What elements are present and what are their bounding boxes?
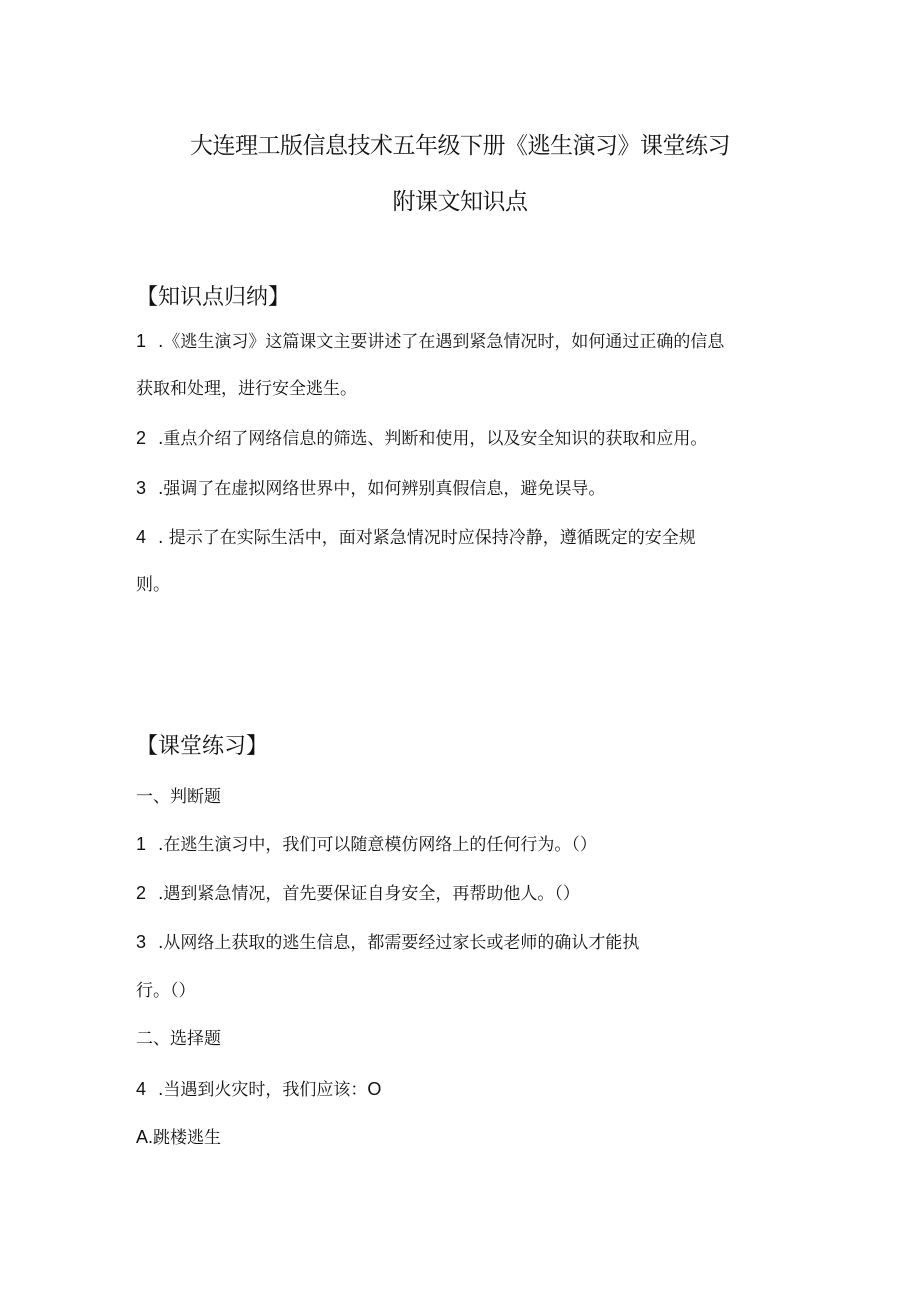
knowledge-heading: 【知识点归纳】 <box>136 285 291 310</box>
choice-option-a <box>136 1125 221 1150</box>
item-number: 3 <box>136 932 147 952</box>
item-text: .当遇到火灾时，我们应该： <box>158 1080 368 1100</box>
item-text: .从网络上获取的逃生信息，都需要经过家长或老师的确认才能执 <box>158 933 640 953</box>
document-title: 大连理工版信息技术五年级下册《逃生演习》课堂练习 <box>190 133 730 159</box>
document-subtitle: 附课文知识点 <box>392 189 528 215</box>
option-text: 跳楼逃生 <box>153 1128 222 1148</box>
item-number: 1 <box>136 331 147 351</box>
knowledge-item-4-continuation: 则。 <box>136 575 170 595</box>
answer-blank: O <box>367 1079 382 1099</box>
item-number: 4 <box>136 527 147 547</box>
knowledge-item-4 <box>136 525 696 550</box>
knowledge-item-1-continuation: 获取和处理，进行安全逃生。 <box>136 379 357 399</box>
item-text: . 提示了在实际生活中，面对紧急情况时应保持冷静，遵循既定的安全规 <box>158 528 696 548</box>
item-text: .遇到紧急情况，首先要保证自身安全，再帮助他人。（） <box>158 884 580 904</box>
option-letter: A. <box>136 1127 154 1147</box>
item-text: .在逃生演习中，我们可以随意模仿网络上的任何行为。（） <box>158 835 597 855</box>
section-choice-title: 二、选择题 <box>136 1029 221 1049</box>
knowledge-item-2 <box>136 426 707 451</box>
knowledge-item-3 <box>136 476 605 501</box>
item-text: .重点介绍了网络信息的筛选、判断和使用，以及安全知识的获取和应用。 <box>158 429 708 449</box>
choice-item-4 <box>136 1077 381 1102</box>
judge-item-3-continuation: 行。（） <box>136 981 196 1001</box>
practice-heading: 【课堂练习】 <box>136 734 269 759</box>
item-text: .强调了在虚拟网络世界中，如何辨别真假信息，避免误导。 <box>158 479 606 499</box>
judge-item-1 <box>136 832 597 857</box>
knowledge-item-1 <box>136 329 724 354</box>
item-number: 2 <box>136 883 147 903</box>
item-text: .《逃生演习》这篇课文主要讲述了在遇到紧急情况时，如何通过正确的信息 <box>158 332 725 352</box>
judge-item-2 <box>136 881 580 906</box>
section-true-false-title: 一、判断题 <box>136 787 221 807</box>
judge-item-3 <box>136 930 639 955</box>
item-number: 1 <box>136 834 147 854</box>
item-number: 3 <box>136 478 147 498</box>
item-number: 2 <box>136 428 147 448</box>
item-number: 4 <box>136 1079 147 1099</box>
